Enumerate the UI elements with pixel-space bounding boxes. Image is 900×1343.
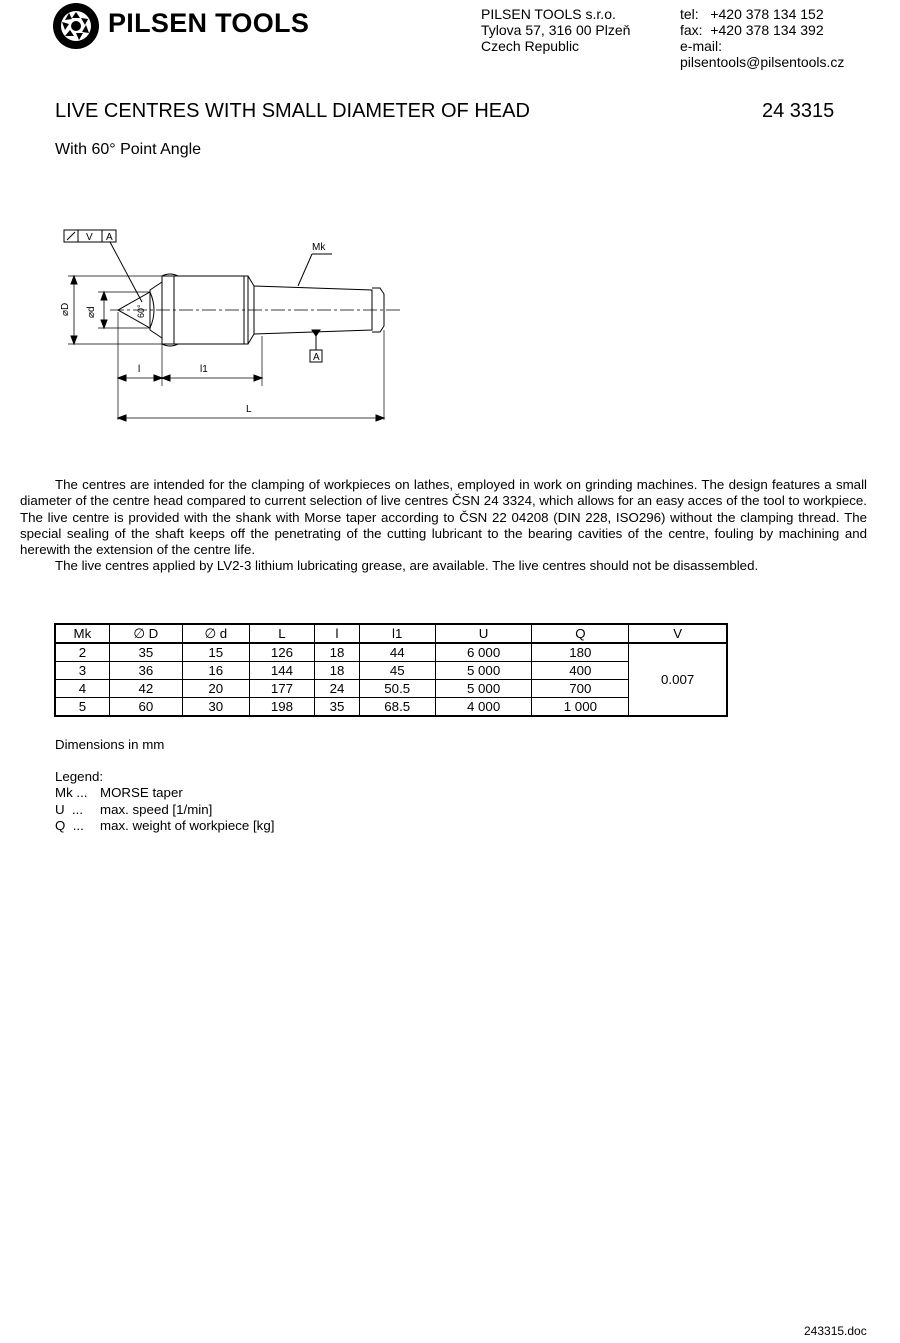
table-cell: 35: [109, 643, 182, 662]
company-address: [481, 6, 630, 54]
legend-text: max. weight of workpiece [kg]: [100, 817, 275, 833]
contact-tel: tel: +420 378 134 152: [680, 6, 824, 22]
table-cell: 36: [109, 662, 182, 680]
table-row: [55, 662, 727, 680]
product-code: 24 3315: [762, 100, 835, 122]
table-cell: 44: [359, 643, 435, 662]
dimensions-note: Dimensions in mm: [55, 737, 165, 752]
table-cell: 400: [532, 662, 629, 680]
dimension-l1-label: l1: [200, 364, 208, 375]
table-cell: 198: [249, 698, 314, 717]
table-cell: 700: [532, 680, 629, 698]
table-row: [55, 680, 727, 698]
table-cell: 16: [182, 662, 249, 680]
contact-fax: fax: +420 378 134 392: [680, 22, 824, 38]
tolerance-a-label: A: [106, 232, 113, 243]
table-cell: 144: [249, 662, 314, 680]
footer-filename: 243315.doc: [804, 1324, 867, 1338]
spec-table: [54, 623, 728, 717]
table-cell: 177: [249, 680, 314, 698]
table-cell: 126: [249, 643, 314, 662]
legend-text: MORSE taper: [100, 785, 183, 801]
column-header: V: [629, 624, 727, 643]
contact-email-label: e-mail:: [680, 38, 723, 54]
table-cell: 60: [109, 698, 182, 717]
legend-text: max. speed [1/min]: [100, 801, 213, 817]
table-cell: 1 000: [532, 698, 629, 717]
description-paragraph: The centres are intended for the clamping of workpieces on lathes, employed in work on grinding machines. The design features a small diameter of the centre head compared to current selection of live centres ČSN 24 3324, which allows for an easy acces of the tool to workpiece. The live centre is provided with the shank with Morse taper according to ČSN 22 04208 (DIN 228, ISO296) without the clamping thread. The special sealing of the shaft keeps off the penetrating of the cutting lubricant to the bearing cavities of the centre, fouling by machining and herewith the extension of the centre life.: [20, 477, 867, 558]
table-cell: 68.5: [359, 698, 435, 717]
table-cell: 5: [55, 698, 109, 717]
legend-key: Q ...: [55, 817, 84, 833]
table-cell: 30: [182, 698, 249, 717]
table-cell: 18: [315, 662, 360, 680]
diameter-d-label: ⌀d: [86, 306, 97, 318]
legend-title: Legend:: [55, 769, 104, 784]
diameter-D-label: ⌀D: [60, 302, 71, 316]
company-logo: [52, 2, 342, 50]
table-cell: 5 000: [435, 680, 532, 698]
legend-key: U ...: [55, 801, 84, 817]
column-header: L: [249, 624, 314, 643]
table-cell: 5 000: [435, 662, 532, 680]
table-cell: 20: [182, 680, 249, 698]
company-line: PILSEN TOOLS s.r.o.: [481, 6, 616, 22]
table-cell: 6 000: [435, 643, 532, 662]
legend-key: Mk ...: [55, 785, 88, 801]
legend-item: [55, 818, 274, 834]
tolerance-v-label: V: [86, 232, 93, 243]
table-cell: 180: [532, 643, 629, 662]
table-cell: 4 000: [435, 698, 532, 717]
technical-drawing: [50, 220, 410, 430]
mk-label: Mk: [312, 242, 326, 253]
table-cell: 18: [315, 643, 360, 662]
table-cell: 42: [109, 680, 182, 698]
tolerance-frame: [64, 230, 142, 302]
dimension-L-label: L: [246, 404, 252, 415]
table-cell: 3: [55, 662, 109, 680]
legend: [55, 769, 274, 834]
table-row: [55, 643, 727, 662]
table-header-row: [55, 624, 727, 643]
table-cell: 2: [55, 643, 109, 662]
description-paragraph: The live centres applied by LV2-3 lithium lubricating grease, are available. The live centres should not be disassembled.: [55, 558, 759, 574]
dimension-l-label: l: [138, 364, 141, 375]
company-contact: [680, 6, 844, 70]
company-line: Tylova 57, 316 00 Plzeň: [481, 22, 631, 38]
angle-label: 60°: [136, 304, 146, 318]
v-value-cell: 0.007: [629, 643, 727, 716]
legend-item: [55, 785, 274, 801]
gear-logo-icon: [52, 2, 102, 50]
column-header: l1: [359, 624, 435, 643]
column-header: ∅ d: [182, 624, 249, 643]
table-cell: 45: [359, 662, 435, 680]
brand-name: PILSEN TOOLS: [108, 8, 310, 38]
column-header: Mk: [55, 624, 109, 643]
column-header: l: [315, 624, 360, 643]
column-header: U: [435, 624, 532, 643]
company-line: Czech Republic: [481, 38, 580, 54]
datum-a-label: A: [313, 352, 320, 363]
legend-item: [55, 802, 274, 818]
table-cell: 35: [315, 698, 360, 717]
table-cell: 50.5: [359, 680, 435, 698]
description: [20, 477, 867, 575]
table-cell: 15: [182, 643, 249, 662]
page-subtitle: With 60° Point Angle: [55, 141, 202, 158]
contact-email[interactable]: pilsentools@pilsentools.cz: [680, 54, 845, 70]
table-row: [55, 698, 727, 717]
column-header: ∅ D: [109, 624, 182, 643]
column-header: Q: [532, 624, 629, 643]
table-cell: 24: [315, 680, 360, 698]
page-title: LIVE CENTRES WITH SMALL DIAMETER OF HEAD: [55, 100, 530, 122]
table-cell: 4: [55, 680, 109, 698]
